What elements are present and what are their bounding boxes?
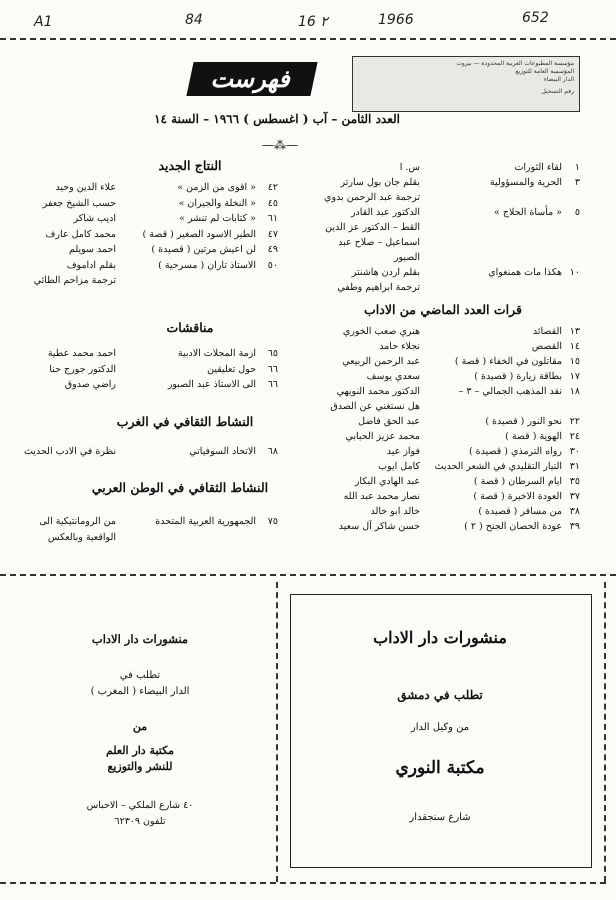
entry-title: مقاتلون في الخفاء ( قصة ): [454, 356, 562, 367]
entry-page-number: ٥: [574, 207, 580, 218]
entry-author: القط – الدكتور عز الدين: [325, 222, 420, 233]
handwritten-note-2: 84: [185, 12, 203, 28]
entry-author: ترجمة عبد الرحمن بدوي: [324, 192, 420, 203]
handwritten-note-4: 1966: [378, 12, 414, 28]
entry-author: الدكتور جورج حنا: [49, 363, 116, 375]
entry-page-number: ٤٥: [267, 197, 278, 209]
entry-page-number: ٧٥: [267, 516, 278, 527]
ad-left-from: من: [132, 720, 148, 733]
entry-page-number: ٦٦: [267, 363, 278, 375]
entry-page-number: ٢٤: [569, 431, 580, 442]
entry-title: لقاء الثورات: [514, 162, 562, 173]
entry-title: الاتحاد السوفياتي: [189, 446, 256, 457]
entry-page-number: ٣٨: [569, 506, 580, 517]
entry-title: ازمة المجلات الادبية: [177, 348, 256, 359]
handwritten-note-1: A1: [34, 14, 53, 30]
entry-title: عودة الحصان الجنح ( ٢ ): [464, 521, 562, 532]
entry-author: حسب الشيخ جعفر: [42, 197, 116, 209]
entry-title: حول تعليقين: [207, 363, 256, 375]
entry-author: ترجمة ابراهيم وطفي: [337, 282, 420, 293]
entry-title: الى الاستاذ عبد الصبور: [167, 379, 256, 390]
entry-title: الاستاذ تاران ( مسرحية ): [158, 259, 256, 271]
entry-title: بطاقة زيارة ( قصيدة ): [474, 371, 562, 382]
ad-left-shop2: للنشر والتوزيع: [107, 760, 173, 773]
handwritten-note-5: 652: [522, 10, 549, 26]
index-title: فهرست: [186, 62, 317, 96]
section-heading: النشاط الثقافي في الوطن العربي: [91, 480, 269, 495]
ornament: —⁂—: [262, 138, 298, 152]
ad-border-bottom: [0, 882, 606, 884]
entry-title: رواه الترمذي ( قصيدة ): [468, 446, 562, 457]
entry-author: نجلاء حامد: [379, 341, 420, 352]
ad-left-shop1: مكتبة دار العلم: [105, 744, 175, 757]
entry-author: نظرة في الادب الحديث: [23, 446, 116, 457]
entry-page-number: ٦٦: [267, 379, 278, 390]
entry-author: عبد الرحمن الربيعي: [342, 356, 420, 367]
entry-title: الهوية ( قصة ): [505, 431, 562, 442]
entry-page-number: ٣: [574, 177, 580, 188]
entry-author: احمد محمد عطية: [47, 348, 116, 359]
entry-author: هل نستغني عن الصدق: [330, 401, 420, 412]
entry-author: الدكتور محمد النويهي: [336, 386, 420, 397]
ad-divider: [276, 582, 278, 882]
library-stamp: [352, 56, 580, 112]
entry-page-number: ٣٠: [569, 446, 580, 457]
entry-page-number: ٣٧: [569, 491, 580, 502]
entry-author: نصار محمد عبد الله: [343, 491, 420, 502]
entry-page-number: ٦٨: [267, 446, 278, 457]
ad-left-line1: تطلب في: [119, 670, 161, 681]
entry-author: عبد الهادي البكار: [354, 476, 420, 487]
entry-author: احمد سويلم: [69, 244, 116, 255]
ad-right-line1: تطلب في دمشق: [397, 688, 483, 702]
entry-page-number: ١٥: [569, 356, 580, 367]
entry-author: بقلم اردن هاشنتر: [351, 267, 420, 278]
entry-author: عبد الحق فاضل: [358, 416, 420, 427]
entry-title: الطير الاسود الصغير ( قصة ): [142, 228, 256, 240]
ad-left-line2: الدار البيضاء ( المغرب ): [90, 686, 190, 697]
entry-page-number: ١: [574, 162, 580, 173]
stamp-line: المؤسسة العامة للتوزيع: [515, 68, 574, 75]
entry-author: بقلم اداموف: [66, 259, 116, 271]
section-heading: النتاج الجديد: [158, 158, 222, 173]
entry-author: الصبور: [393, 252, 420, 263]
entry-page-number: ٣١: [569, 461, 580, 472]
entry-page-number: ٥٠: [267, 259, 278, 271]
entry-title: ايام السرطان ( قصة ): [473, 476, 562, 487]
entry-title: الحرية والمسؤولية: [489, 177, 562, 188]
entry-page-number: ١٨: [569, 386, 580, 397]
entry-page-number: ٦٥: [267, 348, 278, 359]
entry-page-number: ١٠: [569, 267, 580, 278]
entry-author: ترجمة مزاحم الطائي: [33, 275, 116, 286]
entry-title: « كتابات لم تنشر »: [179, 213, 256, 224]
entry-page-number: ٤٧: [267, 228, 278, 240]
stamp-line: رقم التسجيل: [541, 88, 574, 95]
entry-title: هكذا مات همنغواي: [488, 267, 562, 278]
right-column: [296, 156, 590, 546]
left-column: [0, 156, 292, 546]
entry-author: فواز عيد: [386, 446, 420, 457]
issue-line: العدد الثامن – آب ( اغسطس ) ١٩٦٦ – السنة ١٤: [154, 112, 400, 126]
entry-author: علاء الدين وحيد: [55, 182, 116, 193]
entry-author: محمد عزيز الحبابي: [345, 431, 420, 442]
entry-author: س. ا: [399, 162, 420, 173]
ad-right-shop: مكتبة النوري: [395, 758, 485, 778]
top-border: [0, 38, 616, 40]
entry-author: كامل ايوب: [378, 461, 420, 472]
ad-left-address: ٤٠ شارع الملكي – الاحباس: [86, 800, 194, 811]
entry-page-number: ٤٩: [267, 244, 278, 255]
entry-author: هنري صعب الخوري: [342, 326, 420, 337]
entry-page-number: ٦١: [267, 213, 278, 224]
ad-border-right: [604, 582, 606, 882]
section-heading: مناقشات: [166, 320, 214, 335]
ad-right-title: منشورات دار الاداب: [373, 628, 507, 647]
section-heading: قرات العدد الماضي من الاداب: [364, 302, 522, 317]
ad-left-phone: تلفون ٦٢٣٠٩: [114, 816, 166, 827]
entry-author: سعدي يوسف: [366, 371, 420, 382]
entry-author: اديب شاكر: [73, 213, 116, 224]
entry-author: راضي صدوق: [64, 379, 116, 390]
entry-author: حسن شاكر آل سعيد: [338, 521, 420, 532]
entry-title: « النخلة والجيران »: [178, 197, 256, 209]
ad-right-line2: من وكيل الدار: [410, 722, 470, 733]
entry-page-number: ١٣: [569, 326, 580, 337]
entry-title: نقد المذهب الجمالي – ٣ –: [458, 386, 562, 397]
entry-page-number: ٤٢: [267, 182, 278, 193]
ad-left-title: منشورات دار الاداب: [91, 632, 189, 646]
entry-title: « اقوى من الزمن »: [177, 182, 256, 193]
bottom-border: [0, 574, 616, 576]
entry-page-number: ٣٩: [569, 521, 580, 532]
entry-title: التيار التقليدي في الشعر الحديث: [434, 461, 562, 472]
entry-title: الجمهورية العربية المتحدة: [155, 516, 256, 527]
entry-title: نحو النور ( قصيدة ): [485, 416, 562, 427]
handwritten-note-3: 16 ٢: [298, 14, 328, 30]
entry-author: بقلم جان بول سارتر: [340, 177, 420, 188]
entry-title: من مسافر ( قصيدة ): [478, 506, 562, 517]
entry-title: القصص: [531, 341, 562, 352]
entry-page-number: ٢٢: [569, 416, 580, 427]
entry-author: اسماعيل – صلاح عبد: [338, 237, 420, 248]
ad-right-street: شارع سنجقدار: [409, 812, 471, 823]
entry-page-number: ١٧: [569, 371, 580, 382]
entry-author: من الرومانتيكية الى: [39, 516, 116, 527]
section-heading: النشاط الثقافي في الغرب: [116, 414, 254, 429]
entry-title: لن اعيش مرتين ( قصيدة ): [151, 244, 256, 255]
stamp-line: مؤسسة المطبوعات العربية المحدودة — بيروت: [456, 60, 574, 67]
stamp-line: الدار البيضاء: [543, 76, 574, 83]
entry-title: القصائد: [532, 326, 562, 337]
entry-author: خالد ابو خالد: [370, 506, 420, 517]
entry-page-number: ٣٥: [569, 476, 580, 487]
entry-author: محمد كامل عارف: [45, 228, 116, 240]
entry-author: الدكتور عبد القادر: [350, 207, 420, 218]
entry-author: الواقعية وبالعكس: [47, 531, 116, 543]
entry-page-number: ١٤: [569, 341, 580, 352]
entry-title: العودة الاخيرة ( قصة ): [473, 491, 562, 502]
entry-title: « مأساة الحلاج »: [494, 207, 562, 218]
